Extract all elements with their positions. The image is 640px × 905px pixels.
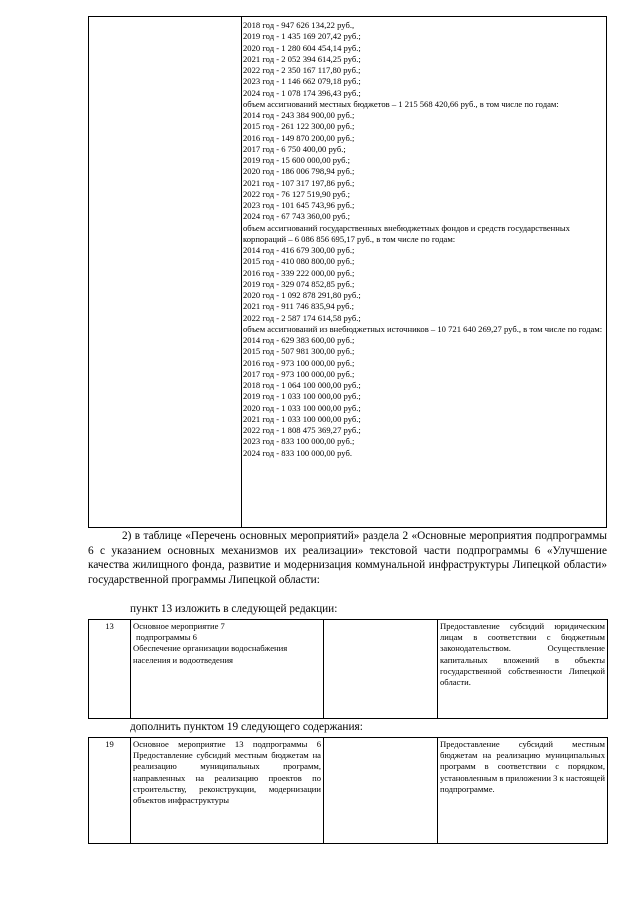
funding-line: 2016 год - 973 100 000,00 руб.; [243,357,355,368]
funding-line: 2016 год - 339 222 000,00 руб.; [243,267,355,278]
funding-line: 2015 год - 507 981 300,00 руб.; [243,346,355,357]
funding-line: 2020 год - 1 092 878 291,80 руб.; [243,290,361,300]
item19-table [88,737,608,844]
funding-line: 2022 год - 1 808 475 369,27 руб.; [243,425,361,435]
measure-description: Обеспечение организации водоснабжения населения и водоотведения [133,643,288,665]
item13-table [88,619,608,719]
funding-line: 2024 год - 67 743 360,00 руб.; [243,211,351,222]
empty-cell [324,738,438,844]
empty-cell [324,620,438,719]
row-number: 19 [89,738,131,844]
measure-subprogram: подпрограммы 6 [136,632,197,643]
funding-line: 2020 год - 1 033 100 000,00 руб.; [243,402,361,413]
funding-line: 2021 год - 911 746 835,94 руб.; [243,301,355,312]
item19-intro: дополнить пунктом 19 следующего содержания: [130,721,363,733]
funding-line: 2024 год - 1 078 174 396,43 руб.; [243,87,361,98]
funding-line: 2017 год - 6 750 400,00 руб.; [243,143,346,154]
paragraph-text: 2) в таблице «Перечень основных мероприятий» раздела 2 «Основные мероприятия подпрограммы 6 с указанием основных механизмов их реализации» текстовой части подпрограммы 6 «Улучшение качества жилищного фонда, развитие и модернизация коммунальной инфраструктуры Липецкой области» государственной программы Липецкой области: [88,530,607,586]
column-divider [241,17,242,527]
funding-line: 2023 год - 101 645 743,96 руб.; [243,200,355,210]
funding-line: объем ассигнований государственных внебюджетных фондов и средств государственных корпораций – 6 086 856 695,17 руб., в том числе по годам: [243,222,570,244]
funding-cell [243,20,605,459]
funding-line: объем ассигнований местных бюджетов – 1 215 568 420,66 руб., в том числе по годам: [243,98,559,109]
table-row [89,738,608,844]
funding-line: 2021 год - 107 317 197,86 руб.; [243,177,355,188]
funding-line: 2023 год - 1 146 662 079,18 руб.; [243,76,361,87]
item13-intro: пункт 13 изложить в следующей редакции: [130,603,338,615]
mechanism-text: Предоставление субсидий юридическим лицам в соответствии с бюджетным законодательством. Осуществление капитальных вложений в объекты государственной собственности Липецкой области. [438,620,608,719]
funding-line: 2024 год - 833 100 000,00 руб. [243,447,352,458]
funding-line: 2017 год - 973 100 000,00 руб.; [243,368,355,379]
mechanism-text: Предоставление субсидий местным бюджетам на реализацию муниципальных программ в соответствии с порядком, установленным в приложении 3 к настоящей подпрограмме. [438,738,608,844]
funding-line: 2022 год - 2 350 167 117,80 руб.; [243,65,361,75]
funding-line: 2014 год - 243 384 900,00 руб.; [243,110,355,120]
funding-line: 2014 год - 629 383 600,00 руб.; [243,335,355,345]
funding-line: 2020 год - 186 006 798,94 руб.; [243,166,355,177]
funding-line: 2016 год - 149 870 200,00 руб.; [243,132,355,143]
funding-line: 2019 год - 329 074 852,85 руб.; [243,278,355,289]
funding-line: 2018 год - 1 064 100 000,00 руб.; [243,380,361,390]
funding-line: 2022 год - 76 127 519,90 руб.; [243,188,351,199]
measure-description: Основное мероприятие 13 подпрограммы 6 Предоставление субсидий местным бюджетам на реализацию муниципальных программ, направленных на реализацию проектов по строительству, реконструкции, модернизации объектов инфраструктуры [131,738,324,844]
amendment-paragraph [88,529,607,587]
funding-line: 2014 год - 416 679 300,00 руб.; [243,245,355,255]
funding-line: 2023 год - 833 100 000,00 руб.; [243,436,355,447]
funding-line: 2019 год - 15 600 000,00 руб.; [243,155,351,165]
row-number: 13 [89,620,131,719]
funding-line: 2022 год - 2 587 174 614,58 руб.; [243,312,361,323]
funding-line: 2021 год - 1 033 100 000,00 руб.; [243,413,361,424]
measure-title: Основное мероприятие 7 [133,621,225,631]
table-row [89,620,608,719]
funding-line: 2015 год - 410 080 800,00 руб.; [243,256,355,267]
funding-line: 2019 год - 1 033 100 000,00 руб.; [243,391,361,402]
funding-line: 2018 год - 947 626 134,22 руб., [243,20,355,30]
funding-line: 2020 год - 1 280 604 454,14 руб.; [243,42,361,53]
funding-line: объем ассигнований из внебюджетных источников – 10 721 640 269,27 руб., в том числе по годам: [243,323,603,334]
funding-line: 2019 год - 1 435 169 207,42 руб.; [243,31,361,42]
funding-line: 2021 год - 2 052 394 614,25 руб.; [243,53,361,64]
measure-name [131,620,324,719]
funding-line: 2015 год - 261 122 300,00 руб.; [243,121,355,132]
